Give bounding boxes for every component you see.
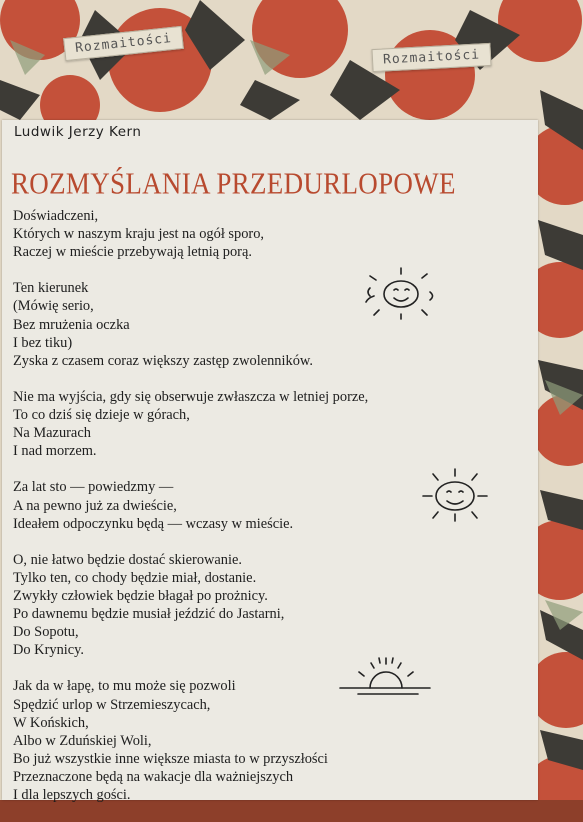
poem-line: Na Mazurach [13,425,91,442]
poem-line: Tylko ten, co chody będzie miał, dostanie. [13,569,257,586]
poem-line: Jak da w łapę, to mu może się pozwoli [13,678,236,695]
poem-line: To co dziś się dzieje w górach, [13,407,190,424]
poem-line: Zyska z czasem coraz większy zastęp zwolenników. [13,352,313,369]
poem-line: Albo w Zduńskiej Woli, [13,732,152,749]
section-tab-right: Rozmaitości [371,43,491,72]
poem-line: A na pewno już za dwieście, [13,497,177,514]
poem-line: Spędzić urlop w Strzemieszycach, [13,696,211,713]
poem-line: I nad morzem. [13,443,97,460]
poem-line: Po dawnemu będzie musiał jeździć do Jastarni, [13,606,285,623]
poem-stanza [13,388,513,460]
poem-stanza [13,207,513,261]
poem-line: I bez tiku) [13,334,73,351]
poem-line: Do Sopotu, [13,624,79,641]
poem-line: Przeznaczone będą na wakacje dla ważniejszych [13,768,294,785]
poem-line: Których w naszym kraju jest na ogół sporo, [13,226,264,243]
poem-stanza [13,551,513,660]
article-author: Ludwik Jerzy Kern [14,124,142,140]
poem-stanza [13,677,513,804]
poem-line: W Końskich, [13,714,89,731]
sunset-doodle-icon [338,652,432,698]
poem-line: Nie ma wyjścia, gdy się obserwuje zwłaszcza w letniej porze, [13,388,369,405]
sun-doodle-icon [364,266,440,320]
poem-line: I dla lepszych gości. [13,787,131,803]
poem-line: Ideałem odpoczynku będą — wczasy w mieście. [13,515,294,532]
poem-line: Za lat sto — powiedzmy — [13,479,174,496]
poem-line: Zwykły człowiek będzie błagał po prożnicy. [13,587,268,604]
poem-line: Bez mrużenia oczka [13,316,130,333]
article-title: ROZMYŚLANIA PRZEDURLOPOWE [11,166,456,201]
poem-line: Bo już wszystkie inne większe miasta to w przyszłości [13,750,328,767]
poem-line: Doświadczeni, [13,208,99,224]
section-tab-left: Rozmaitości [63,26,184,61]
smiling-sun-doodle-icon [414,466,496,524]
poem-line: Raczej w mieście przebywają letnią porą. [13,244,252,261]
poem-line: O, nie łatwo będzie dostać skierowanie. [13,551,242,568]
poem-line: Do Krynicy. [13,642,85,659]
poem-line: (Mówię serio, [13,298,94,315]
poem-line: Ten kierunek [13,280,89,297]
